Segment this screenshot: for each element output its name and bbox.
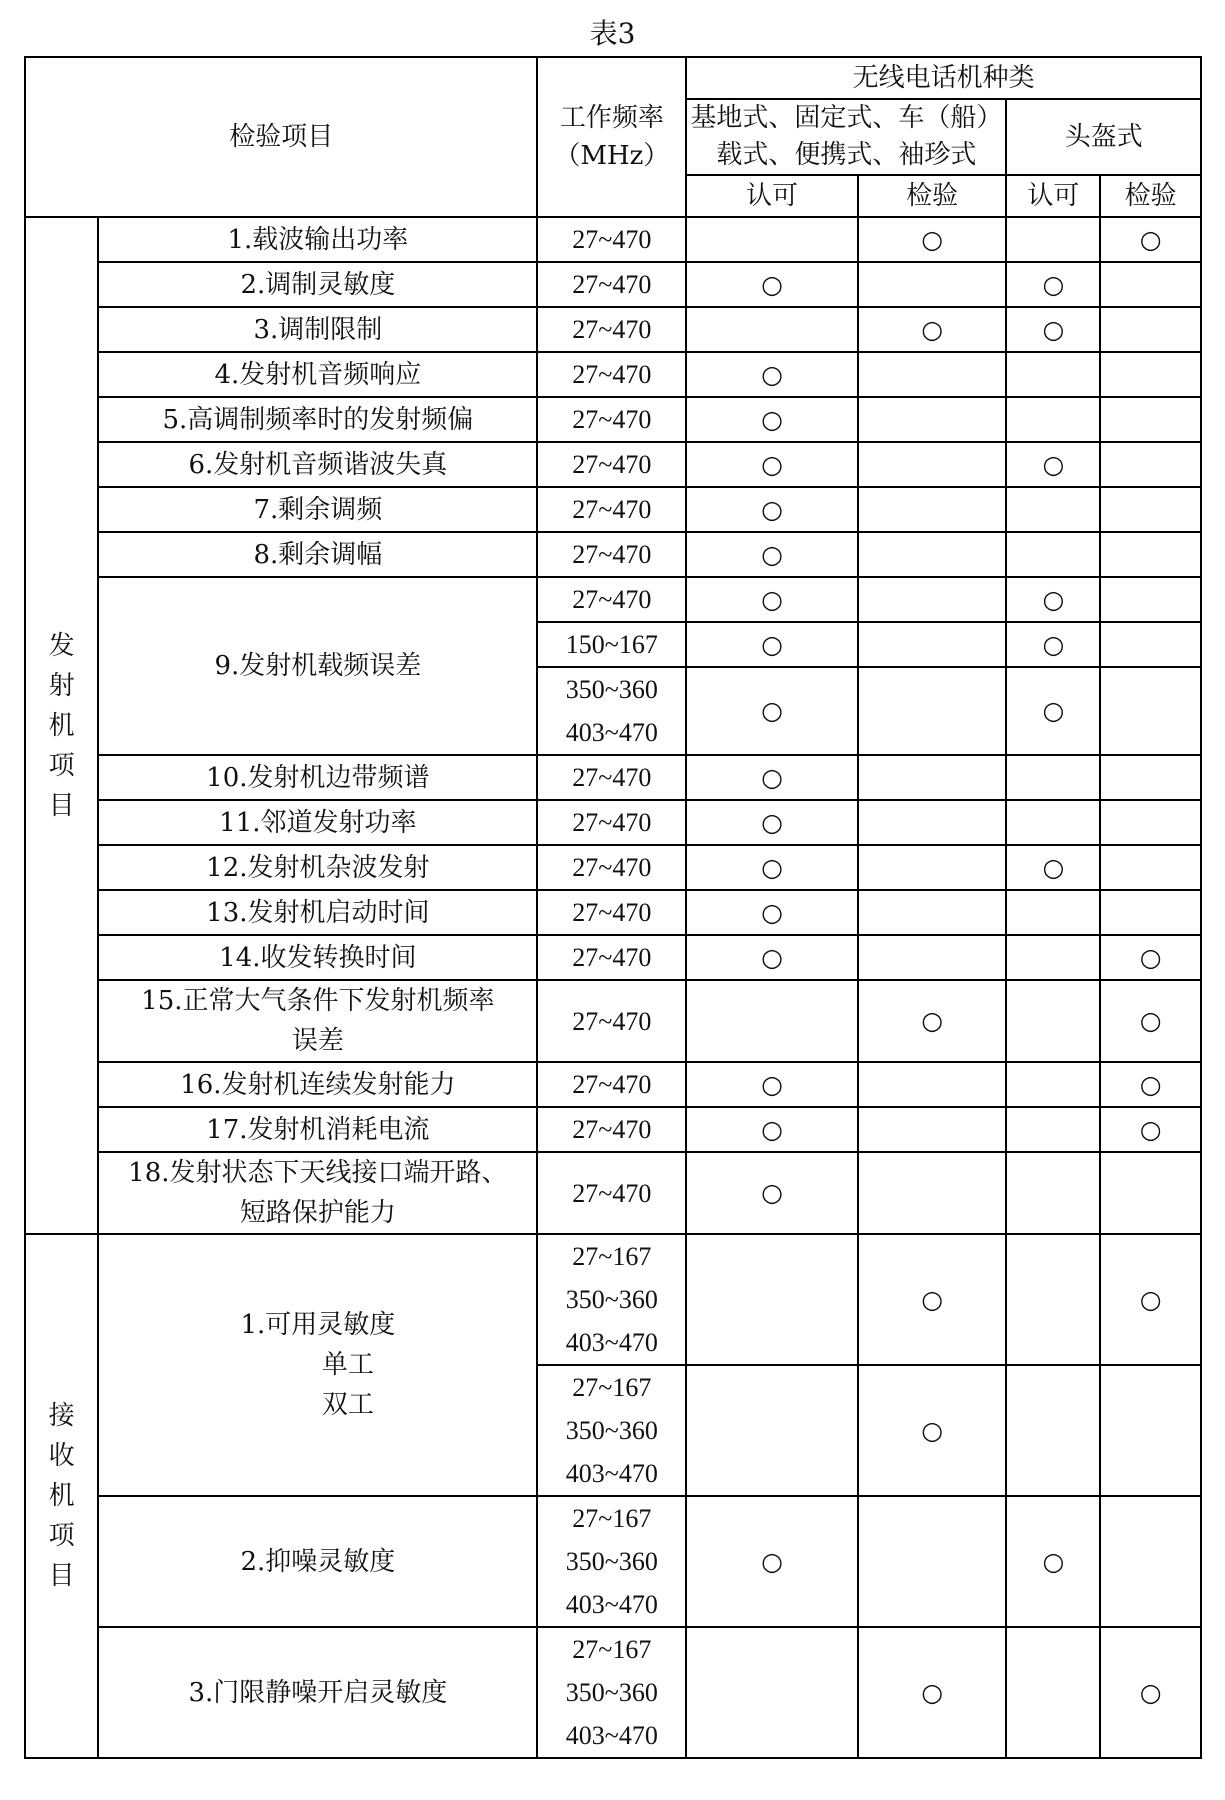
frequency-value: 403~470 bbox=[565, 1721, 658, 1750]
mark-cell-a-inspect bbox=[858, 397, 1007, 442]
mark-cell-b-inspect bbox=[1100, 262, 1201, 307]
header-frequency bbox=[537, 57, 686, 217]
item-sublabel: 双工 bbox=[321, 1390, 374, 1420]
mark-cell-a-approve bbox=[686, 1627, 858, 1758]
frequency-value: 350~360 bbox=[565, 1547, 658, 1576]
receiver-category-char: 目 bbox=[48, 1561, 75, 1591]
header-a-inspect: 检验 bbox=[858, 175, 1007, 217]
item-label bbox=[98, 307, 537, 352]
circle-mark: ○ bbox=[761, 584, 783, 614]
table-row bbox=[25, 307, 1201, 352]
table-row bbox=[25, 845, 1201, 890]
mark-cell-a-approve bbox=[686, 890, 858, 935]
receiver-category-char: 机 bbox=[48, 1481, 75, 1511]
item-label bbox=[98, 1627, 537, 1758]
circle-mark: ○ bbox=[921, 1284, 944, 1314]
frequency-cell bbox=[537, 667, 686, 755]
circle-mark: ○ bbox=[1139, 1677, 1162, 1707]
header-type-b: 头盔式 bbox=[1006, 99, 1201, 175]
item-label bbox=[98, 352, 537, 397]
mark-cell-a-inspect bbox=[858, 755, 1007, 800]
mark-cell-b-approve bbox=[1006, 935, 1100, 980]
mark-cell-a-approve bbox=[686, 1152, 858, 1234]
table-caption: 表3 bbox=[589, 17, 636, 50]
circle-mark: ○ bbox=[921, 1677, 944, 1707]
frequency-cell bbox=[537, 1107, 686, 1152]
frequency-value: 27~470 bbox=[572, 898, 652, 927]
item-label bbox=[98, 1234, 537, 1496]
table-body bbox=[25, 217, 1201, 1758]
item-label-text: 7.剩余调频 bbox=[253, 494, 383, 525]
mark-cell-a-approve bbox=[686, 800, 858, 845]
circle-mark: ○ bbox=[1139, 942, 1162, 972]
frequency-value: 27~470 bbox=[572, 495, 652, 524]
frequency-value: 27~470 bbox=[572, 943, 652, 972]
circle-mark: ○ bbox=[761, 494, 783, 524]
mark-cell-a-approve bbox=[686, 622, 858, 667]
mark-cell-b-inspect bbox=[1100, 622, 1201, 667]
header-frequency-line2: （MHz） bbox=[554, 141, 670, 171]
frequency-value: 403~470 bbox=[565, 718, 658, 747]
mark-cell-b-approve bbox=[1006, 1365, 1100, 1496]
mark-cell-b-inspect bbox=[1100, 442, 1201, 487]
receiver-category-char: 收 bbox=[48, 1441, 75, 1471]
mark-cell-b-inspect bbox=[1100, 1234, 1201, 1365]
mark-cell-b-inspect bbox=[1100, 980, 1201, 1062]
frequency-cell bbox=[537, 532, 686, 577]
frequency-cell bbox=[537, 1234, 686, 1365]
mark-cell-a-inspect bbox=[858, 1062, 1007, 1107]
item-label bbox=[98, 1152, 537, 1234]
item-label bbox=[98, 532, 537, 577]
circle-mark: ○ bbox=[761, 1546, 783, 1576]
frequency-cell bbox=[537, 1496, 686, 1627]
circle-mark: ○ bbox=[1042, 629, 1065, 659]
item-label-line: 误差 bbox=[291, 1026, 344, 1056]
table-row bbox=[25, 577, 1201, 622]
mark-cell-a-approve bbox=[686, 1496, 858, 1627]
mark-cell-a-approve bbox=[686, 262, 858, 307]
mark-cell-a-approve bbox=[686, 217, 858, 262]
mark-cell-b-inspect bbox=[1100, 755, 1201, 800]
mark-cell-a-inspect bbox=[858, 442, 1007, 487]
mark-cell-b-inspect bbox=[1100, 352, 1201, 397]
frequency-cell bbox=[537, 845, 686, 890]
table-row bbox=[25, 755, 1201, 800]
table-row bbox=[25, 397, 1201, 442]
mark-cell-a-inspect bbox=[858, 667, 1007, 755]
item-label-text: 11.邻道发射功率 bbox=[219, 807, 417, 838]
item-label bbox=[98, 442, 537, 487]
frequency-value: 27~167 bbox=[572, 1373, 652, 1402]
circle-mark: ○ bbox=[921, 1006, 944, 1035]
circle-mark: ○ bbox=[761, 852, 783, 882]
circle-mark: ○ bbox=[921, 224, 944, 254]
mark-cell-b-approve bbox=[1006, 1496, 1100, 1627]
circle-mark: ○ bbox=[921, 1415, 944, 1445]
header-phone-types: 无线电话机种类 bbox=[686, 57, 1201, 99]
table-row bbox=[25, 352, 1201, 397]
transmitter-category-char: 项 bbox=[48, 750, 75, 781]
mark-cell-a-approve bbox=[686, 352, 858, 397]
item-label-text: 17.发射机消耗电流 bbox=[206, 1114, 430, 1145]
frequency-cell bbox=[537, 352, 686, 397]
frequency-cell bbox=[537, 1627, 686, 1758]
item-label bbox=[98, 262, 537, 307]
item-label bbox=[98, 755, 537, 800]
item-label-line: 短路保护能力 bbox=[239, 1198, 396, 1228]
circle-mark: ○ bbox=[921, 314, 944, 344]
mark-cell-b-inspect bbox=[1100, 487, 1201, 532]
table-row bbox=[25, 532, 1201, 577]
frequency-value: 27~470 bbox=[572, 270, 652, 299]
mark-cell-a-inspect bbox=[858, 980, 1007, 1062]
mark-cell-b-approve bbox=[1006, 755, 1100, 800]
item-label bbox=[98, 577, 537, 755]
frequency-cell bbox=[537, 487, 686, 532]
circle-mark: ○ bbox=[761, 696, 783, 725]
mark-cell-a-inspect bbox=[858, 1152, 1007, 1234]
item-label-text: 14.收发转换时间 bbox=[219, 942, 417, 973]
mark-cell-a-approve bbox=[686, 755, 858, 800]
mark-cell-a-approve bbox=[686, 577, 858, 622]
mark-cell-a-inspect bbox=[858, 1627, 1007, 1758]
mark-cell-b-approve bbox=[1006, 487, 1100, 532]
mark-cell-a-inspect bbox=[858, 1107, 1007, 1152]
circle-mark: ○ bbox=[1042, 1546, 1065, 1576]
item-label-text: 3.调制限制 bbox=[253, 314, 383, 345]
mark-cell-b-approve bbox=[1006, 667, 1100, 755]
mark-cell-b-approve bbox=[1006, 622, 1100, 667]
mark-cell-b-inspect bbox=[1100, 217, 1201, 262]
frequency-value: 150~167 bbox=[565, 630, 658, 659]
mark-cell-a-approve bbox=[686, 667, 858, 755]
circle-mark: ○ bbox=[761, 629, 783, 659]
mark-cell-b-inspect bbox=[1100, 577, 1201, 622]
frequency-cell bbox=[537, 800, 686, 845]
item-label bbox=[98, 845, 537, 890]
mark-cell-b-approve bbox=[1006, 262, 1100, 307]
header-type-a-line1: 基地式、固定式、车（船） bbox=[690, 103, 1003, 133]
frequency-cell bbox=[537, 755, 686, 800]
item-label-text: 9.发射机载频误差 bbox=[214, 651, 422, 681]
receiver-category-char: 项 bbox=[48, 1521, 75, 1551]
mark-cell-b-inspect bbox=[1100, 1627, 1201, 1758]
mark-cell-a-inspect bbox=[858, 487, 1007, 532]
frequency-value: 27~470 bbox=[572, 1006, 652, 1036]
mark-cell-b-inspect bbox=[1100, 1365, 1201, 1496]
circle-mark: ○ bbox=[1139, 1114, 1162, 1144]
item-label-text: 2.调制灵敏度 bbox=[240, 269, 396, 300]
mark-cell-b-approve bbox=[1006, 890, 1100, 935]
circle-mark: ○ bbox=[761, 539, 783, 569]
frequency-value: 27~167 bbox=[572, 1504, 652, 1533]
frequency-cell bbox=[537, 577, 686, 622]
item-label bbox=[98, 1107, 537, 1152]
mark-cell-b-approve bbox=[1006, 1627, 1100, 1758]
mark-cell-b-approve bbox=[1006, 800, 1100, 845]
item-label-text: 3.门限静噪开启灵敏度 bbox=[188, 1677, 448, 1708]
frequency-value: 27~470 bbox=[572, 360, 652, 389]
item-sublabel: 单工 bbox=[321, 1350, 374, 1380]
frequency-cell bbox=[537, 217, 686, 262]
circle-mark: ○ bbox=[761, 1069, 783, 1099]
table-row bbox=[25, 890, 1201, 935]
mark-cell-b-approve bbox=[1006, 845, 1100, 890]
table-row bbox=[25, 1496, 1201, 1627]
item-label-text: 4.发射机音频响应 bbox=[214, 359, 422, 390]
mark-cell-a-approve bbox=[686, 1107, 858, 1152]
mark-cell-b-approve bbox=[1006, 397, 1100, 442]
frequency-value: 27~470 bbox=[572, 853, 652, 882]
mark-cell-b-approve bbox=[1006, 1107, 1100, 1152]
mark-cell-a-inspect bbox=[858, 307, 1007, 352]
mark-cell-a-inspect bbox=[858, 890, 1007, 935]
header-type-a-line2: 载式、便携式、袖珍式 bbox=[716, 140, 977, 170]
mark-cell-a-approve bbox=[686, 980, 858, 1062]
receiver-category-char: 接 bbox=[48, 1401, 75, 1431]
frequency-value: 27~470 bbox=[572, 405, 652, 434]
mark-cell-b-approve bbox=[1006, 217, 1100, 262]
frequency-value: 27~470 bbox=[572, 763, 652, 792]
frequency-value: 27~470 bbox=[572, 540, 652, 569]
frequency-value: 27~470 bbox=[572, 1070, 652, 1099]
item-label-text: 1.载波输出功率 bbox=[227, 224, 409, 255]
mark-cell-a-approve bbox=[686, 1062, 858, 1107]
circle-mark: ○ bbox=[1139, 1069, 1162, 1099]
mark-cell-b-approve bbox=[1006, 1062, 1100, 1107]
item-label bbox=[98, 890, 537, 935]
circle-mark: ○ bbox=[1042, 852, 1065, 882]
mark-cell-a-inspect bbox=[858, 262, 1007, 307]
circle-mark: ○ bbox=[761, 897, 783, 927]
frequency-value: 403~470 bbox=[565, 1459, 658, 1488]
table-row bbox=[25, 1234, 1201, 1365]
mark-cell-b-inspect bbox=[1100, 307, 1201, 352]
mark-cell-b-inspect bbox=[1100, 397, 1201, 442]
mark-cell-a-inspect bbox=[858, 622, 1007, 667]
circle-mark: ○ bbox=[761, 1114, 783, 1144]
circle-mark: ○ bbox=[1042, 584, 1065, 614]
table-row bbox=[25, 800, 1201, 845]
item-label-line: 18.发射状态下天线接口端开路、 bbox=[128, 1158, 508, 1188]
transmitter-category-char: 目 bbox=[48, 790, 75, 821]
header-item: 检验项目 bbox=[25, 57, 537, 217]
circle-mark: ○ bbox=[761, 404, 783, 434]
mark-cell-a-inspect bbox=[858, 1496, 1007, 1627]
mark-cell-b-inspect bbox=[1100, 935, 1201, 980]
mark-cell-b-inspect bbox=[1100, 667, 1201, 755]
item-label bbox=[98, 980, 537, 1062]
transmitter-category-char: 射 bbox=[48, 670, 75, 701]
circle-mark: ○ bbox=[761, 269, 783, 299]
frequency-value: 27~470 bbox=[572, 225, 652, 254]
header-a-approve: 认可 bbox=[686, 175, 858, 217]
header-b-inspect: 检验 bbox=[1100, 175, 1201, 217]
frequency-cell bbox=[537, 262, 686, 307]
mark-cell-b-inspect bbox=[1100, 1062, 1201, 1107]
mark-cell-b-inspect bbox=[1100, 1152, 1201, 1234]
table-row bbox=[25, 935, 1201, 980]
frequency-value: 27~167 bbox=[572, 1635, 652, 1664]
frequency-cell bbox=[537, 1062, 686, 1107]
frequency-value: 27~470 bbox=[572, 585, 652, 614]
header-b-approve: 认可 bbox=[1006, 175, 1100, 217]
mark-cell-b-approve bbox=[1006, 980, 1100, 1062]
circle-mark: ○ bbox=[1042, 269, 1065, 299]
mark-cell-b-approve bbox=[1006, 1234, 1100, 1365]
item-label bbox=[98, 1496, 537, 1627]
mark-cell-b-approve bbox=[1006, 352, 1100, 397]
frequency-cell bbox=[537, 307, 686, 352]
mark-cell-a-inspect bbox=[858, 935, 1007, 980]
transmitter-category-char: 机 bbox=[48, 710, 75, 741]
inspection-table bbox=[24, 56, 1202, 1759]
frequency-value: 27~167 bbox=[572, 1242, 652, 1271]
item-label bbox=[98, 935, 537, 980]
mark-cell-b-approve bbox=[1006, 442, 1100, 487]
mark-cell-b-approve bbox=[1006, 532, 1100, 577]
frequency-value: 403~470 bbox=[565, 1590, 658, 1619]
item-label-text: 8.剩余调幅 bbox=[253, 539, 383, 570]
item-label bbox=[98, 800, 537, 845]
mark-cell-a-approve bbox=[686, 532, 858, 577]
frequency-cell bbox=[537, 890, 686, 935]
frequency-value: 27~470 bbox=[572, 450, 652, 479]
mark-cell-a-inspect bbox=[858, 577, 1007, 622]
item-label-text: 12.发射机杂波发射 bbox=[206, 852, 430, 883]
mark-cell-b-approve bbox=[1006, 1152, 1100, 1234]
frequency-cell bbox=[537, 622, 686, 667]
circle-mark: ○ bbox=[761, 1178, 783, 1207]
table-row bbox=[25, 1062, 1201, 1107]
item-label-text: 5.高调制频率时的发射频偏 bbox=[162, 404, 474, 435]
frequency-cell bbox=[537, 935, 686, 980]
circle-mark: ○ bbox=[761, 762, 783, 792]
circle-mark: ○ bbox=[1042, 314, 1065, 344]
frequency-value: 350~360 bbox=[565, 675, 658, 704]
circle-mark: ○ bbox=[1042, 449, 1065, 479]
table-row bbox=[25, 217, 1201, 262]
mark-cell-a-inspect bbox=[858, 845, 1007, 890]
mark-cell-a-approve bbox=[686, 442, 858, 487]
table-row bbox=[25, 262, 1201, 307]
table-row bbox=[25, 980, 1201, 1062]
mark-cell-a-approve bbox=[686, 397, 858, 442]
circle-mark: ○ bbox=[761, 449, 783, 479]
table-row bbox=[25, 1627, 1201, 1758]
frequency-value: 27~470 bbox=[572, 1115, 652, 1144]
frequency-cell bbox=[537, 1365, 686, 1496]
frequency-value: 27~470 bbox=[572, 315, 652, 344]
mark-cell-a-approve bbox=[686, 935, 858, 980]
frequency-value: 350~360 bbox=[565, 1285, 658, 1314]
mark-cell-a-approve bbox=[686, 1365, 858, 1496]
mark-cell-a-inspect bbox=[858, 532, 1007, 577]
item-label-text: 6.发射机音频谐波失真 bbox=[188, 449, 448, 480]
table-row bbox=[25, 1152, 1201, 1234]
circle-mark: ○ bbox=[761, 807, 783, 837]
frequency-value: 27~470 bbox=[572, 808, 652, 837]
mark-cell-a-inspect bbox=[858, 1234, 1007, 1365]
circle-mark: ○ bbox=[761, 359, 783, 389]
mark-cell-b-inspect bbox=[1100, 1107, 1201, 1152]
mark-cell-a-inspect bbox=[858, 352, 1007, 397]
mark-cell-b-inspect bbox=[1100, 1496, 1201, 1627]
item-label bbox=[98, 487, 537, 532]
mark-cell-a-approve bbox=[686, 845, 858, 890]
transmitter-category-char: 发 bbox=[48, 630, 75, 661]
receiver-category bbox=[25, 1234, 98, 1758]
mark-cell-a-approve bbox=[686, 1234, 858, 1365]
mark-cell-a-inspect bbox=[858, 1365, 1007, 1496]
item-label-line: 15.正常大气条件下发射机频率 bbox=[141, 986, 495, 1016]
frequency-cell bbox=[537, 442, 686, 487]
frequency-cell bbox=[537, 980, 686, 1062]
item-label-text: 2.抑噪灵敏度 bbox=[240, 1546, 396, 1577]
mark-cell-a-approve bbox=[686, 307, 858, 352]
frequency-cell bbox=[537, 397, 686, 442]
circle-mark: ○ bbox=[1139, 224, 1162, 254]
circle-mark: ○ bbox=[1139, 1284, 1162, 1314]
mark-cell-a-inspect bbox=[858, 217, 1007, 262]
mark-cell-a-approve bbox=[686, 487, 858, 532]
header-frequency-line1: 工作频率 bbox=[559, 103, 664, 133]
mark-cell-b-approve bbox=[1006, 307, 1100, 352]
table-row bbox=[25, 442, 1201, 487]
mark-cell-b-inspect bbox=[1100, 800, 1201, 845]
frequency-value: 350~360 bbox=[565, 1678, 658, 1707]
item-label bbox=[98, 217, 537, 262]
mark-cell-b-approve bbox=[1006, 577, 1100, 622]
frequency-cell bbox=[537, 1152, 686, 1234]
item-label-text: 16.发射机连续发射能力 bbox=[180, 1069, 456, 1100]
item-label bbox=[98, 1062, 537, 1107]
frequency-value: 403~470 bbox=[565, 1328, 658, 1357]
item-label-text: 10.发射机边带频谱 bbox=[206, 762, 430, 793]
mark-cell-b-inspect bbox=[1100, 845, 1201, 890]
frequency-value: 27~470 bbox=[572, 1178, 652, 1208]
table-row bbox=[25, 487, 1201, 532]
item-label bbox=[98, 397, 537, 442]
transmitter-category bbox=[25, 217, 98, 1234]
header-type-a bbox=[686, 99, 1006, 175]
mark-cell-b-inspect bbox=[1100, 532, 1201, 577]
circle-mark: ○ bbox=[1042, 696, 1065, 725]
mark-cell-a-inspect bbox=[858, 800, 1007, 845]
circle-mark: ○ bbox=[761, 942, 783, 972]
circle-mark: ○ bbox=[1139, 1006, 1162, 1035]
table-row bbox=[25, 1107, 1201, 1152]
item-label-text: 13.发射机启动时间 bbox=[206, 897, 430, 928]
mark-cell-b-inspect bbox=[1100, 890, 1201, 935]
item-label-text: 1.可用灵敏度 bbox=[240, 1310, 396, 1340]
frequency-value: 350~360 bbox=[565, 1416, 658, 1445]
